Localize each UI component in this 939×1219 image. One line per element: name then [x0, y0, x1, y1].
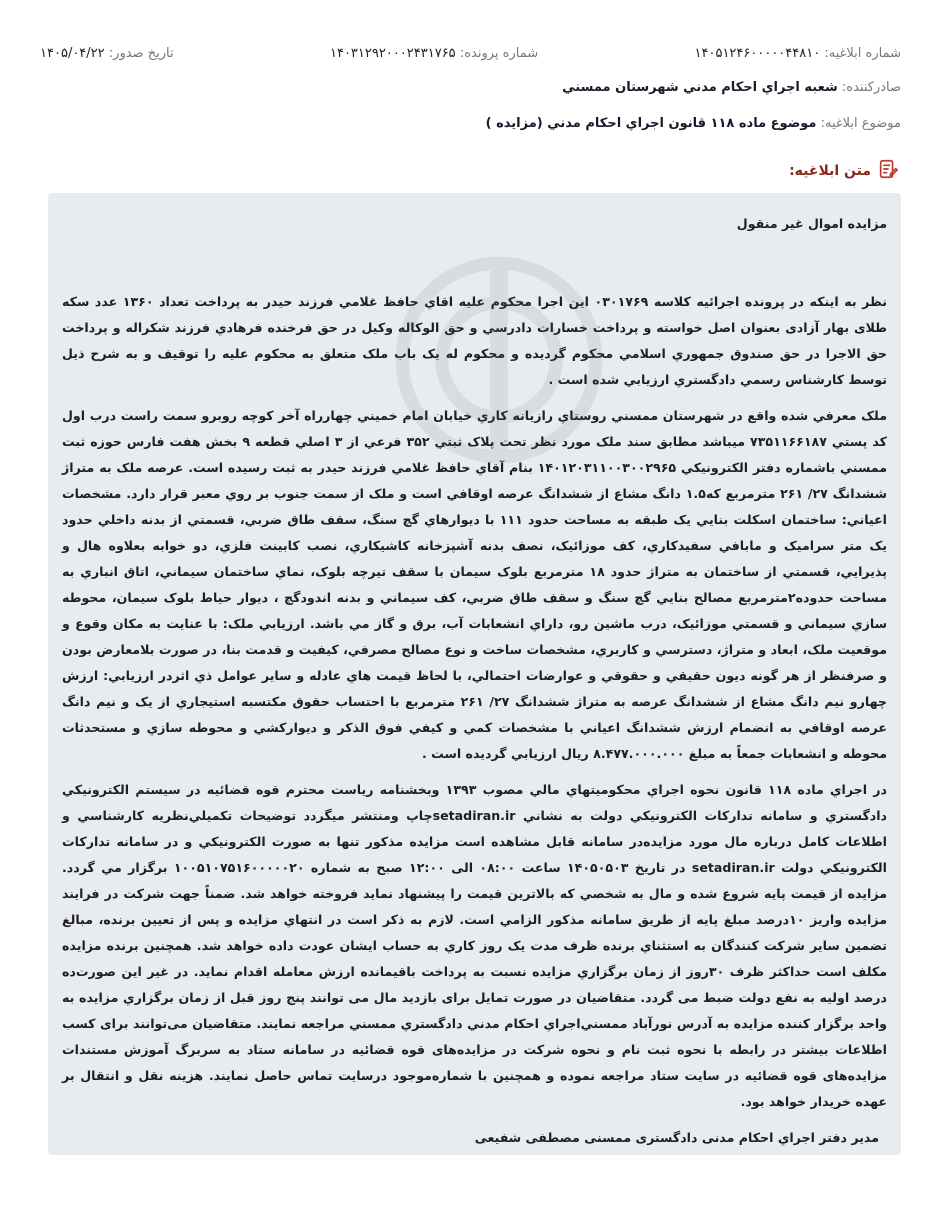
subject-label: موضوع ابلاغیه:: [820, 116, 901, 131]
subject-value: موضوع ماده ۱۱۸ قانون اجراي احكام مدني (مزايده ): [485, 116, 817, 131]
issuer-label: صادرکننده:: [841, 80, 901, 95]
notice-signature: مدير دفتر اجراي احكام مدنى دادگسترى ممسنى مصطفى شفيعى: [474, 1130, 879, 1145]
notice-body-title: مزايده اموال غير منقول: [736, 216, 887, 231]
notice-number: [695, 46, 901, 61]
notice-text-title: متن ابلاغیه:: [789, 163, 871, 179]
document-edit-icon: [877, 158, 899, 184]
issue-date-value: ۱۴۰۵/۰۴/۲۲: [40, 46, 105, 61]
issuer-row: [40, 80, 901, 95]
notice-paragraph-3: در اجراي ماده ۱۱۸ قانون نحوه اجراي محكوميتهاي مالي مصوب ۱۳۹۳ وبخشنامه رياست محترم قوه قضائيه در سيستم الكترونيكي دادگستري و سامانه تداركات الكترونيكي دولت به نشاني setadiran.irچاپ ومنتشر ميگردد توضيحات تكميلي‌نظريه كارشناسي و اطلاعات كامل درباره مال مورد مزايده‌در سامانه قابل مشاهده است مزايده مذكور تنها به صورت الكترونيكي و در سامانه تداركات الكترونيكي دولت setadiran.ir در تاريخ ۱۴۰۵۰۵۰۳ ساعت ۰۸:۰۰ الى ۱۲:۰۰ صبح به شماره ۱۰۰۵۱۰۷۵۱۶۰۰۰۰۰۲۰ برگزار مي گردد. مزايده از قيمت پايه شروع شده و مال به شخصي كه بالاترين قيمت را پيشنهاد نمايد فروخته خواهد شد. ضمناً جهت شركت در فرايند مزايده واريز ۱۰درصد مبلغ پايه از طريق سامانه مذكور الزامي است. لازم به ذكر است در انتهاي مزايده و پس از تعيين برنده، مبالغ تضمين ساير شركت كنندگان به استثناي برنده ظرف مدت يک روز كاري به حساب ايشان عودت داده خواهد شد. همچنين برنده مزايده مكلف است حداكثر ظرف ۳۰روز از زمان برگزاري مزايده نسبت به پرداخت باقيمانده ارزش معامله اقدام نمايد. در غير اين صورت‌ده درصد اوليه به نفع دولت ضبط مى گردد. متقاضيان در صورت تمايل براى بازديد مال مى توانند پنج روز قبل از زمان برگزاري مزايده به واحد برگزار كننده مزايده به آدرس نورآباد ممسني‌اجراي احكام مدني دادگستري ممسني مراجعه نمايند. متقاضيان مى‌توانند براى كسب اطلاعات بيشتر در رابطه با نحوه ثبت نام و نحوه شركت در مزايده‌هاى قوه قضائيه در سامانه ستاد به سربرگ آموزش مستندات مزايده‌هاى قوه قضائيه در سايت ستاد مراجعه نموده و همچنين با شماره‌موجود درسايت تماس حاصل نمايند. هزينه نقل و انتقال بر عهده خريدار خواهد بود.: [62, 782, 888, 1109]
case-number: [330, 46, 538, 61]
notice-paragraph-2: ملک معرفي شده واقع در شهرستان ممسني روستاي رازيانه كاري خيابان امام خميني چهارراه آخر كوچه روبرو سمت راست درب اول كد پستي ۷۳۵۱۱۶۶۱۸۷ ميباشد مطابق سند ملک مورد نظر تحت پلاک ثبتي ۳۵۲ فرعي از ۳ اصلي قطعه ۹ بخش هفت فارس حوزه ثبت ممسني باشماره دفتر الكترونيكي ۱۴۰۱۲۰۳۱۱۰۰۳۰۰۲۹۶۵ بنام آقاي حافظ غلامي فرزند حيدر به ثبت رسيده است. عرصه ملک به متراژ ششدانگ ۲۷/ ۲۶۱ مترمربع كه۱.۵ دانگ مشاع از ششدانگ عرصه اوقافي است و ملک از سمت جنوب بر روي معبر قرار دارد. مشخصات اعياني: ساختمان اسكلت بنايي يک طبقه به مساحت حدود ۱۱۱ با ديوارهاي گچ سنگ، سقف طاق ضربي، قسمتي از بدنه داخلي حدود يک متر سراميک و مابافي سفيدكاري، كف موزائيک، نصف بدنه آشپزخانه كاشيكاري، نصب كابينت فلزي، دو خوابه بعلاوه هال و پذيرايي، قسمتي از ساختمان به متراژ حدود ۱۸ مترمربع بلوک سيمان با سقف تيرچه بلوک، نماي ساختمان سيماني، اتاق انباري به مساحت حدوده۲مترمربع مصالح بنايي گچ سنگ و سقف طاق ضربي، كف سيماني و بدنه اندودگچ ، ديوار حياط بلوک سيمان، محوطه سازي سيماني و قسمتي موزائيک، درب ماشين رو، داراي انشعابات آب، برق و گاز مي باشد. ارزيابي ملک: با عنايت به مكان وقوع و موقعيت ملک، ابعاد و متراژ، دسترسي و كاربري، مشخصات ساخت و نوع مصالح مصرفي، كيفيت و قدمت بنا، در صورت بلامعارض بودن و صرفنظر از هر گونه ديون حقيقي و حقوقي و عوارضات احتمالي، با لحاظ قيمت هاي عادله و ساير عوامل ذي اثردر ارزيابي: ارزش چهارو نيم دانگ مشاع از ششدانگ عرصه به متراژ ششدانگ ۲۷/ ۲۶۱ مترمربع با احتساب حقوق مكتسبه استيجاري از يک و نيم دانگ عرصه اوقافي به انضمام ارزش ششدانگ اعياني با مشخصات كمي و كيفي فوق الذكر و ديواركشي و محوطه سازي و مستحدثات محوطه و انشعابات جمعاً به مبلغ ۸.۴۷۷.۰۰۰.۰۰۰ ريال ارزيابي گرديده است .: [62, 408, 888, 761]
notice-number-label: شماره ابلاغیه:: [824, 46, 901, 61]
case-number-value: ۱۴۰۳۱۲۹۲۰۰۰۲۴۳۱۷۶۵: [329, 46, 456, 61]
notice-paragraph-1: نظر به اينكه در پرونده اجرائيه كلاسه ۰۳۰۱۷۶۹ اين اجرا محكوم عليه اقاي حافظ غلامي فرزند حيدر به پرداخت تعداد ۱۳۶۰ عدد سكه طلاى بهار آزادى بعنوان اصل خواسته و پرداخت خسارات دادرسي و حق الوكاله وكيل در حق فرخنده فرهادي فرزند شكراله و پرداخت حق الاجرا در حق صندوق جمهوري اسلامي محكوم گرديده و محكوم له يک باب ملک متعلق به محكوم عليه را توقيف و به شرح ذيل توسط كارشناس رسمي دادگستري ارزيابي شده است .: [62, 294, 887, 387]
case-number-label: شماره پرونده:: [459, 46, 539, 61]
subject-row: [40, 116, 901, 131]
issue-date-label: تاریخ صدور:: [108, 46, 174, 61]
notice-meta-row: [40, 46, 901, 61]
notice-text-header: [789, 158, 899, 184]
issuer-value: شعبه اجراي احكام مدني شهرستان ممسني: [562, 80, 838, 95]
issue-date: [40, 46, 174, 61]
notice-body: [48, 193, 901, 1155]
notice-number-value: ۱۴۰۵۱۲۴۶۰۰۰۰۰۴۴۸۱۰: [694, 46, 821, 61]
